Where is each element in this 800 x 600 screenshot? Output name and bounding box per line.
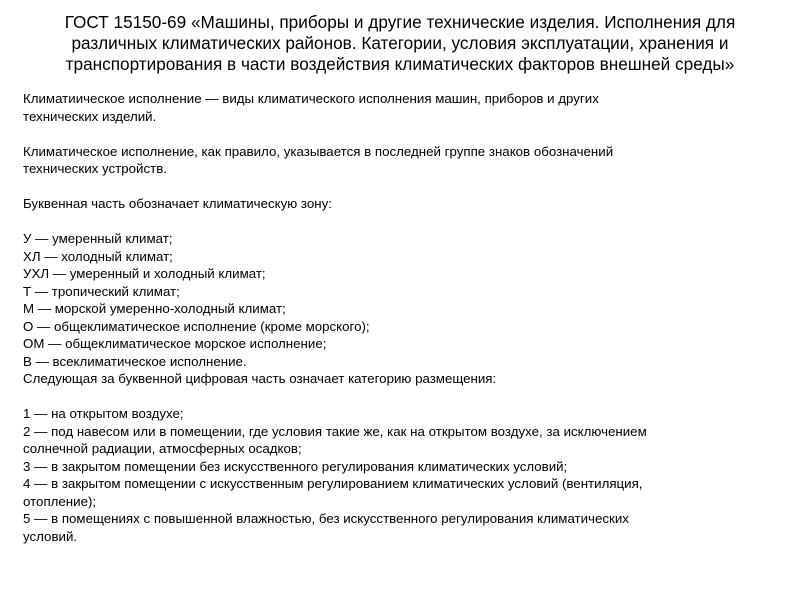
slide-title bbox=[14, 12, 786, 75]
spacer bbox=[23, 388, 793, 406]
category-heading: Следующая за буквенной цифровая часть означает категорию размещения: bbox=[23, 371, 497, 386]
category-item: условий. bbox=[23, 528, 78, 544]
designation-line: Климатическое исполнение, как правило, указывается в последней группе знаков обозначений bbox=[23, 143, 614, 159]
zone-item: ХЛ — холодный климат; bbox=[23, 248, 173, 264]
title-line: различных климатических районов. Категории, условия эксплуатации, хранения и bbox=[71, 33, 729, 53]
spacer bbox=[23, 178, 793, 196]
intro-line: Климатиическое исполнение — виды климатического исполнения машин, приборов и других bbox=[23, 91, 599, 106]
intro-line: технических изделий. bbox=[23, 108, 157, 124]
category-item: солнечной радиации, атмосферных осадков; bbox=[23, 441, 302, 456]
zone-item: УХЛ — умеренный и холодный климат; bbox=[23, 266, 266, 281]
designation-line: технических устройств. bbox=[23, 161, 167, 176]
category-item: 4 — в закрытом помещении с искусственным регулированием климатических условий (вентиляция, bbox=[23, 476, 643, 491]
zone-item: ОМ — общеклиматическое морское исполнение; bbox=[23, 336, 327, 351]
category-list bbox=[23, 405, 793, 545]
category-item: 2 — под навесом или в помещении, где условия такие же, как на открытом воздухе, за исключением bbox=[23, 423, 647, 439]
zone-item: Т — тропический климат; bbox=[23, 283, 180, 299]
title-line: ГОСТ 15150-69 «Машины, приборы и другие технические изделия. Исполнения для bbox=[64, 12, 736, 32]
zone-heading: Буквенная часть обозначает климатическую зону: bbox=[23, 196, 332, 211]
category-item: 5 — в помещениях с повышенной влажностью, без искусственного регулирования климатических bbox=[23, 511, 629, 526]
zone-item: У — умеренный климат; bbox=[23, 231, 173, 246]
spacer bbox=[23, 213, 793, 231]
category-item: 3 — в закрытом помещении без искусственного регулирования климатических условий; bbox=[23, 458, 568, 474]
slide-body bbox=[23, 90, 793, 545]
spacer bbox=[23, 125, 793, 143]
zone-item: В — всеклиматическое исполнение. bbox=[23, 353, 247, 369]
zone-item: М — морской умеренно-холодный климат; bbox=[23, 301, 286, 316]
category-item: отопление); bbox=[23, 493, 97, 509]
zone-item: О — общеклиматическое исполнение (кроме морского); bbox=[23, 318, 370, 334]
zone-list bbox=[23, 230, 793, 370]
title-line: транспортирования в части воздействия климатических факторов внешней среды» bbox=[65, 54, 735, 74]
category-item: 1 — на открытом воздухе; bbox=[23, 406, 184, 421]
